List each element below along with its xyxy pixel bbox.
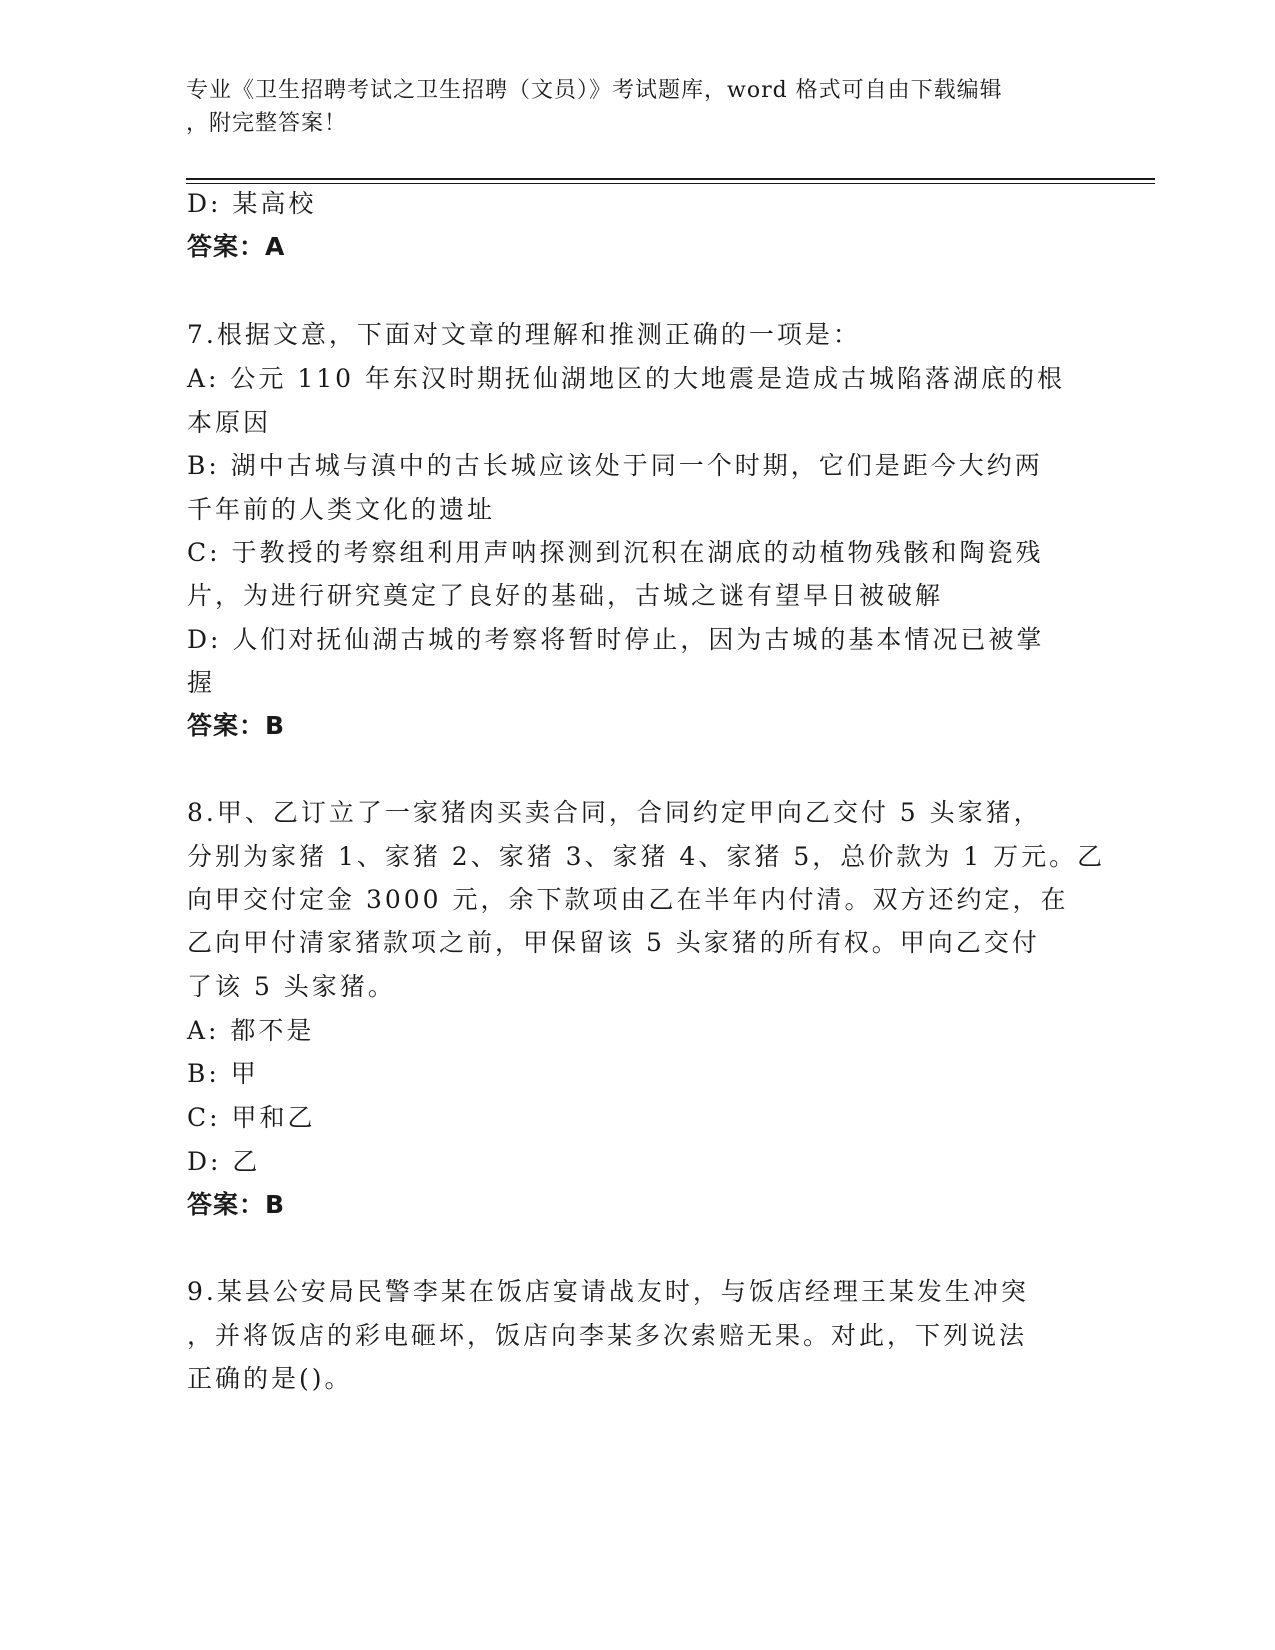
q8-stem-line-2: 分别为家猪 1、家猪 2、家猪 3、家猪 4、家猪 5，总价款为 1 万元。乙	[187, 842, 1106, 871]
header-line-1: 专业《卫生招聘考试之卫生招聘（文员）》考试题库，word 格式可自由下载编辑	[186, 78, 1003, 103]
header-divider-thick	[186, 178, 1155, 180]
q7-option-b-line-2: 千年前的人类文化的遗址	[187, 495, 496, 524]
q7-option-c-line-2: 片，为进行研究奠定了良好的基础，古城之谜有望早日被破解	[187, 581, 944, 610]
q8-option-b: B: 甲	[187, 1059, 259, 1088]
q9-stem-line-2: ，并将饭店的彩电砸坏，饭店向李某多次索赔无果。对此，下列说法	[187, 1321, 1028, 1350]
q8-stem-line-4: 乙向甲付清家猪款项之前，甲保留该 5 头家猪的所有权。甲向乙交付	[187, 928, 1040, 957]
q7-option-a-line-2: 本原因	[187, 408, 272, 437]
q8-option-c: C: 甲和乙	[187, 1103, 316, 1132]
q6-answer: 答案：A	[187, 232, 286, 261]
q7-option-d-line-2: 握	[187, 668, 216, 697]
q7-option-c-line-1: C: 于教授的考察组利用声呐探测到沉积在湖底的动植物残骸和陶瓷残	[187, 538, 1044, 567]
q8-stem-line-5: 了该 5 头家猪。	[187, 972, 396, 1001]
document-header	[186, 74, 1066, 140]
q9-stem-line-1: 9.某县公安局民警李某在饭店宴请战友时，与饭店经理王某发生冲突	[187, 1277, 1029, 1306]
q7-option-b-line-1: B: 湖中古城与滇中的古长城应该处于同一个时期，它们是距今大约两	[187, 451, 1043, 480]
q8-stem-line-3: 向甲交付定金 3000 元，余下款项由乙在半年内付清。双方还约定，在	[187, 885, 1069, 914]
q8-option-a: A: 都不是	[187, 1016, 315, 1045]
q6-option-d: D: 某高校	[187, 189, 317, 218]
q9-stem-line-3: 正确的是()。	[187, 1364, 353, 1393]
q8-stem-line-1: 8.甲、乙订立了一家猪肉买卖合同，合同约定甲向乙交付 5 头家猪，	[187, 798, 1042, 827]
header-line-2: ，附完整答案！	[186, 111, 348, 136]
q7-option-d-line-1: D: 人们对抚仙湖古城的考察将暂时停止，因为古城的基本情况已被掌	[187, 625, 1045, 654]
q8-option-d: D: 乙	[187, 1147, 261, 1176]
header-divider-thin	[186, 183, 1155, 184]
q7-answer: 答案：B	[187, 711, 286, 740]
q7-option-a-line-1: A: 公元 110 年东汉时期抚仙湖地区的大地震是造成古城陷落湖底的根	[187, 364, 1066, 393]
q8-answer: 答案：B	[187, 1190, 286, 1219]
q7-stem: 7.根据文意，下面对文章的理解和推测正确的一项是：	[187, 320, 861, 349]
